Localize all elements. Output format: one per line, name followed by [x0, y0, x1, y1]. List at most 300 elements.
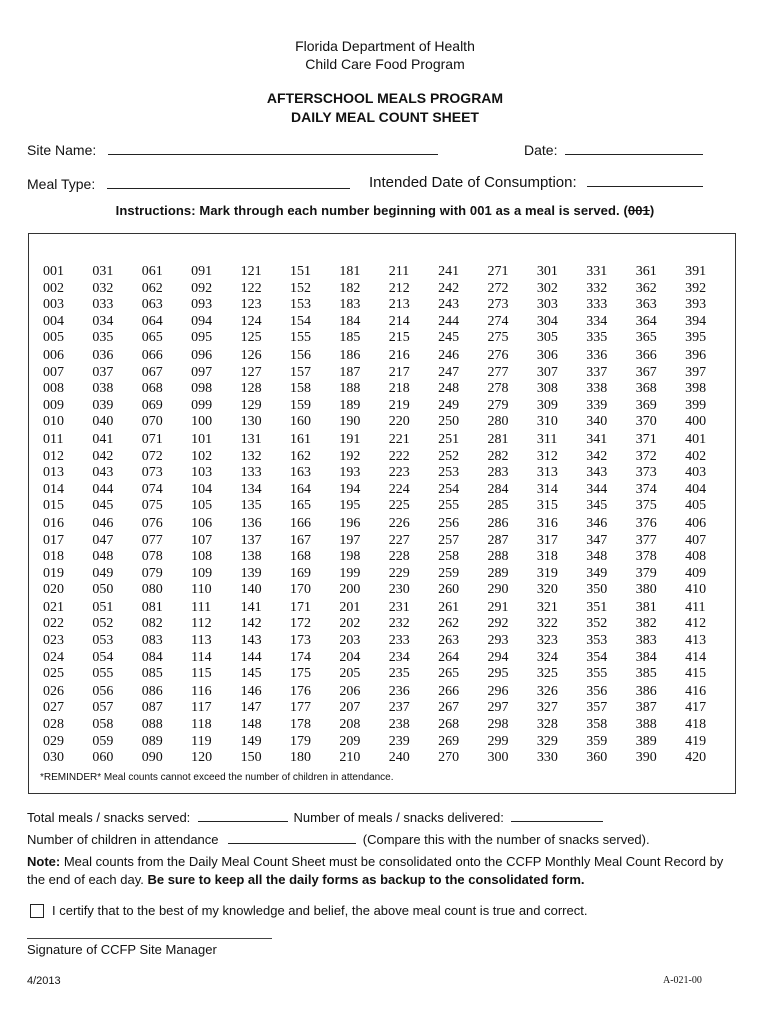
- meal-number[interactable]: 407: [685, 532, 707, 548]
- meal-number[interactable]: 145: [240, 666, 262, 682]
- meal-number[interactable]: 173: [289, 633, 311, 649]
- meal-number[interactable]: 193: [339, 465, 361, 481]
- meal-number[interactable]: 367: [635, 364, 657, 380]
- meal-number[interactable]: 054: [92, 649, 114, 665]
- meal-number[interactable]: 273: [487, 297, 509, 313]
- meal-number[interactable]: 356: [586, 683, 608, 699]
- meal-number[interactable]: 198: [339, 549, 361, 565]
- meal-number[interactable]: 250: [438, 414, 460, 430]
- meal-number[interactable]: 233: [388, 633, 410, 649]
- meal-number[interactable]: 015: [43, 498, 64, 514]
- meal-number[interactable]: 121: [240, 264, 262, 279]
- meal-number[interactable]: 403: [685, 465, 707, 481]
- meal-number[interactable]: 298: [487, 717, 509, 733]
- meal-number[interactable]: 318: [536, 549, 558, 565]
- meal-number[interactable]: 177: [289, 700, 311, 716]
- meal-number[interactable]: 350: [586, 582, 608, 598]
- meal-number[interactable]: 214: [388, 313, 410, 329]
- meal-number[interactable]: 321: [536, 599, 558, 615]
- meal-number[interactable]: 415: [685, 666, 707, 682]
- meal-number[interactable]: 413: [685, 633, 707, 649]
- meal-number[interactable]: 100: [191, 414, 213, 430]
- meal-number[interactable]: 162: [289, 448, 311, 464]
- meal-number[interactable]: 246: [438, 347, 460, 363]
- site-name-input[interactable]: [108, 141, 438, 155]
- meal-number[interactable]: 348: [586, 549, 608, 565]
- meal-number[interactable]: 041: [92, 431, 114, 447]
- meal-number[interactable]: 180: [289, 750, 311, 766]
- meal-number[interactable]: 342: [586, 448, 608, 464]
- meal-number[interactable]: 341: [586, 431, 608, 447]
- delivered-input[interactable]: [511, 808, 603, 822]
- meal-number[interactable]: 099: [191, 397, 213, 413]
- meal-number[interactable]: 218: [388, 381, 410, 397]
- meal-number[interactable]: 176: [289, 683, 311, 699]
- meal-number[interactable]: 351: [586, 599, 608, 615]
- meal-number[interactable]: 281: [487, 431, 509, 447]
- meal-number[interactable]: 146: [240, 683, 262, 699]
- meal-number[interactable]: 391: [685, 264, 707, 279]
- meal-number[interactable]: 393: [685, 297, 707, 313]
- meal-number[interactable]: 097: [191, 364, 213, 380]
- meal-number[interactable]: 139: [240, 565, 262, 581]
- meal-number[interactable]: 264: [438, 649, 460, 665]
- meal-number[interactable]: 065: [141, 330, 163, 346]
- meal-number[interactable]: 288: [487, 549, 509, 565]
- meal-number[interactable]: 039: [92, 397, 114, 413]
- meal-number[interactable]: 051: [92, 599, 114, 615]
- certify-checkbox[interactable]: [30, 904, 44, 918]
- meal-number[interactable]: 098: [191, 381, 213, 397]
- meal-number[interactable]: 279: [487, 397, 509, 413]
- meal-number[interactable]: 258: [438, 549, 460, 565]
- meal-number[interactable]: 386: [635, 683, 657, 699]
- meal-number[interactable]: 005: [43, 330, 64, 346]
- meal-number[interactable]: 186: [339, 347, 361, 363]
- meal-number[interactable]: 113: [191, 633, 212, 649]
- meal-number[interactable]: 340: [586, 414, 608, 430]
- meal-number[interactable]: 314: [536, 481, 558, 497]
- meal-number[interactable]: 280: [487, 414, 509, 430]
- meal-number[interactable]: 052: [92, 616, 114, 632]
- meal-number[interactable]: 194: [339, 481, 361, 497]
- meal-number[interactable]: 255: [438, 498, 460, 514]
- meal-number[interactable]: 394: [685, 313, 707, 329]
- meal-number[interactable]: 380: [635, 582, 657, 598]
- meal-number[interactable]: 142: [240, 616, 262, 632]
- meal-number[interactable]: 385: [635, 666, 657, 682]
- meal-number[interactable]: 359: [586, 733, 608, 749]
- meal-number[interactable]: 082: [141, 616, 163, 632]
- meal-number[interactable]: 300: [487, 750, 509, 766]
- meal-number[interactable]: 168: [289, 549, 311, 565]
- children-input[interactable]: [228, 830, 356, 844]
- meal-number[interactable]: 349: [586, 565, 608, 581]
- meal-number[interactable]: 071: [141, 431, 163, 447]
- meal-number[interactable]: 035: [92, 330, 114, 346]
- meal-number[interactable]: 319: [536, 565, 558, 581]
- meal-number[interactable]: 147: [240, 700, 262, 716]
- meal-number[interactable]: 371: [635, 431, 657, 447]
- meal-number[interactable]: 106: [191, 515, 213, 531]
- meal-number[interactable]: 358: [586, 717, 608, 733]
- meal-number[interactable]: 092: [191, 280, 213, 296]
- meal-number[interactable]: 034: [92, 313, 114, 329]
- meal-number[interactable]: 366: [635, 347, 657, 363]
- meal-number[interactable]: 166: [289, 515, 311, 531]
- meal-number[interactable]: 195: [339, 498, 361, 514]
- meal-number[interactable]: 360: [586, 750, 608, 766]
- meal-number[interactable]: 093: [191, 297, 213, 313]
- meal-number[interactable]: 274: [487, 313, 509, 329]
- meal-number[interactable]: 081: [141, 599, 163, 615]
- meal-number[interactable]: 225: [388, 498, 410, 514]
- meal-number[interactable]: 089: [141, 733, 163, 749]
- meal-number[interactable]: 313: [536, 465, 558, 481]
- meal-number[interactable]: 292: [487, 616, 509, 632]
- meal-number[interactable]: 229: [388, 565, 410, 581]
- meal-number[interactable]: 061: [141, 264, 163, 279]
- meal-number[interactable]: 103: [191, 465, 213, 481]
- meal-number[interactable]: 030: [43, 750, 64, 766]
- meal-number[interactable]: 383: [635, 633, 657, 649]
- meal-number[interactable]: 248: [438, 381, 460, 397]
- meal-number[interactable]: 049: [92, 565, 114, 581]
- meal-number[interactable]: 384: [635, 649, 657, 665]
- meal-number[interactable]: 397: [685, 364, 707, 380]
- meal-number[interactable]: 167: [289, 532, 311, 548]
- meal-number[interactable]: 311: [536, 431, 558, 447]
- meal-number[interactable]: 088: [141, 717, 163, 733]
- meal-number[interactable]: 363: [635, 297, 657, 313]
- meal-number[interactable]: 418: [685, 717, 707, 733]
- meal-number[interactable]: 254: [438, 481, 460, 497]
- meal-number[interactable]: 202: [339, 616, 361, 632]
- meal-number[interactable]: 179: [289, 733, 311, 749]
- meal-number[interactable]: 317: [536, 532, 558, 548]
- meal-number[interactable]: 085: [141, 666, 163, 682]
- meal-number[interactable]: 303: [536, 297, 558, 313]
- meal-number[interactable]: 055: [92, 666, 114, 682]
- meal-number[interactable]: 031: [92, 264, 114, 279]
- meal-number[interactable]: 148: [240, 717, 262, 733]
- meal-number[interactable]: 067: [141, 364, 163, 380]
- meal-number[interactable]: 260: [438, 582, 460, 598]
- meal-number[interactable]: 245: [438, 330, 460, 346]
- meal-number[interactable]: 216: [388, 347, 410, 363]
- meal-number[interactable]: 324: [536, 649, 558, 665]
- meal-number[interactable]: 247: [438, 364, 460, 380]
- meal-number[interactable]: 033: [92, 297, 114, 313]
- meal-number[interactable]: 368: [635, 381, 657, 397]
- meal-number[interactable]: 153: [289, 297, 311, 313]
- meal-number[interactable]: 239: [388, 733, 410, 749]
- meal-number[interactable]: 143: [240, 633, 262, 649]
- meal-number[interactable]: 074: [141, 481, 163, 497]
- meal-number[interactable]: 204: [339, 649, 361, 665]
- meal-number[interactable]: 189: [339, 397, 361, 413]
- meal-number[interactable]: 297: [487, 700, 509, 716]
- meal-number[interactable]: 021: [43, 599, 64, 615]
- meal-number[interactable]: 007: [43, 364, 64, 380]
- meal-number[interactable]: 006: [43, 347, 64, 363]
- meal-number[interactable]: 029: [43, 733, 64, 749]
- meal-number[interactable]: 135: [240, 498, 262, 514]
- meal-number[interactable]: 331: [586, 264, 608, 279]
- meal-number[interactable]: 024: [43, 649, 64, 665]
- meal-number[interactable]: 050: [92, 582, 114, 598]
- meal-number[interactable]: 154: [289, 313, 311, 329]
- meal-number[interactable]: 001: [43, 264, 64, 279]
- meal-number[interactable]: 107: [191, 532, 213, 548]
- meal-number[interactable]: 203: [339, 633, 361, 649]
- meal-number[interactable]: 205: [339, 666, 361, 682]
- meal-number[interactable]: 353: [586, 633, 608, 649]
- meal-number[interactable]: 271: [487, 264, 509, 279]
- meal-number[interactable]: 075: [141, 498, 163, 514]
- meal-number[interactable]: 305: [536, 330, 558, 346]
- meal-number[interactable]: 419: [685, 733, 707, 749]
- meal-number[interactable]: 064: [141, 313, 163, 329]
- meal-number[interactable]: 002: [43, 280, 64, 296]
- meal-number[interactable]: 036: [92, 347, 114, 363]
- meal-number[interactable]: 047: [92, 532, 114, 548]
- meal-number[interactable]: 344: [586, 481, 608, 497]
- meal-number[interactable]: 063: [141, 297, 163, 313]
- meal-number[interactable]: 187: [339, 364, 361, 380]
- meal-number[interactable]: 013: [43, 465, 64, 481]
- meal-number[interactable]: 108: [191, 549, 213, 565]
- meal-number[interactable]: 090: [141, 750, 163, 766]
- meal-number[interactable]: 400: [685, 414, 707, 430]
- meal-number[interactable]: 196: [339, 515, 361, 531]
- meal-number[interactable]: 087: [141, 700, 163, 716]
- meal-number[interactable]: 095: [191, 330, 213, 346]
- meal-number[interactable]: 010: [43, 414, 64, 430]
- meal-number[interactable]: 404: [685, 481, 707, 497]
- meal-number[interactable]: 116: [191, 683, 212, 699]
- meal-number[interactable]: 334: [586, 313, 608, 329]
- meal-number[interactable]: 231: [388, 599, 410, 615]
- meal-number[interactable]: 131: [240, 431, 262, 447]
- meal-number[interactable]: 058: [92, 717, 114, 733]
- meal-number[interactable]: 263: [438, 633, 460, 649]
- meal-number[interactable]: 408: [685, 549, 707, 565]
- meal-number[interactable]: 355: [586, 666, 608, 682]
- meal-number[interactable]: 315: [536, 498, 558, 514]
- meal-number[interactable]: 253: [438, 465, 460, 481]
- meal-number[interactable]: 038: [92, 381, 114, 397]
- meal-number[interactable]: 365: [635, 330, 657, 346]
- meal-number[interactable]: 094: [191, 313, 213, 329]
- meal-number[interactable]: 240: [388, 750, 410, 766]
- meal-number[interactable]: 395: [685, 330, 707, 346]
- meal-number[interactable]: 048: [92, 549, 114, 565]
- meal-number[interactable]: 126: [240, 347, 262, 363]
- meal-number[interactable]: 392: [685, 280, 707, 296]
- meal-number[interactable]: 069: [141, 397, 163, 413]
- meal-number[interactable]: 283: [487, 465, 509, 481]
- meal-number[interactable]: 190: [339, 414, 361, 430]
- meal-number[interactable]: 291: [487, 599, 509, 615]
- meal-number[interactable]: 083: [141, 633, 163, 649]
- meal-number[interactable]: 312: [536, 448, 558, 464]
- meal-number[interactable]: 175: [289, 666, 311, 682]
- meal-number[interactable]: 301: [536, 264, 558, 279]
- meal-number[interactable]: 234: [388, 649, 410, 665]
- meal-number[interactable]: 045: [92, 498, 114, 514]
- meal-number[interactable]: 199: [339, 565, 361, 581]
- meal-number[interactable]: 020: [43, 582, 64, 598]
- meal-number[interactable]: 374: [635, 481, 657, 497]
- meal-number[interactable]: 163: [289, 465, 311, 481]
- meal-number[interactable]: 011: [43, 431, 64, 447]
- meal-number[interactable]: 387: [635, 700, 657, 716]
- meal-number[interactable]: 070: [141, 414, 163, 430]
- meal-number[interactable]: 213: [388, 297, 410, 313]
- meal-number[interactable]: 105: [191, 498, 213, 514]
- meal-number[interactable]: 306: [536, 347, 558, 363]
- meal-number[interactable]: 120: [191, 750, 213, 766]
- meal-number[interactable]: 406: [685, 515, 707, 531]
- meal-number[interactable]: 242: [438, 280, 460, 296]
- meal-number[interactable]: 210: [339, 750, 361, 766]
- meal-number[interactable]: 026: [43, 683, 64, 699]
- meal-number[interactable]: 402: [685, 448, 707, 464]
- meal-number[interactable]: 388: [635, 717, 657, 733]
- meal-number[interactable]: 376: [635, 515, 657, 531]
- meal-number[interactable]: 316: [536, 515, 558, 531]
- total-served-input[interactable]: [198, 808, 288, 822]
- meal-number[interactable]: 133: [240, 465, 262, 481]
- meal-number[interactable]: 330: [536, 750, 558, 766]
- meal-number[interactable]: 068: [141, 381, 163, 397]
- meal-number[interactable]: 357: [586, 700, 608, 716]
- meal-number[interactable]: 295: [487, 666, 509, 682]
- meal-number[interactable]: 377: [635, 532, 657, 548]
- meal-number[interactable]: 158: [289, 381, 311, 397]
- meal-number[interactable]: 140: [240, 582, 262, 598]
- meal-number[interactable]: 284: [487, 481, 509, 497]
- meal-number[interactable]: 222: [388, 448, 410, 464]
- meal-number[interactable]: 252: [438, 448, 460, 464]
- meal-number[interactable]: 144: [240, 649, 262, 665]
- meal-number[interactable]: 249: [438, 397, 460, 413]
- meal-number[interactable]: 159: [289, 397, 311, 413]
- meal-number[interactable]: 115: [191, 666, 212, 682]
- meal-number[interactable]: 102: [191, 448, 213, 464]
- meal-number[interactable]: 016: [43, 515, 64, 531]
- meal-number[interactable]: 401: [685, 431, 707, 447]
- meal-number[interactable]: 307: [536, 364, 558, 380]
- meal-number[interactable]: 027: [43, 700, 64, 716]
- meal-number[interactable]: 268: [438, 717, 460, 733]
- meal-number[interactable]: 018: [43, 549, 64, 565]
- meal-number[interactable]: 338: [586, 381, 608, 397]
- meal-number[interactable]: 244: [438, 313, 460, 329]
- meal-number[interactable]: 398: [685, 381, 707, 397]
- meal-number[interactable]: 396: [685, 347, 707, 363]
- meal-number[interactable]: 150: [240, 750, 262, 766]
- meal-number[interactable]: 265: [438, 666, 460, 682]
- meal-number[interactable]: 282: [487, 448, 509, 464]
- meal-number[interactable]: 110: [191, 582, 212, 598]
- meal-number[interactable]: 361: [635, 264, 657, 279]
- meal-number[interactable]: 208: [339, 717, 361, 733]
- meal-number[interactable]: 237: [388, 700, 410, 716]
- meal-number[interactable]: 227: [388, 532, 410, 548]
- meal-number[interactable]: 372: [635, 448, 657, 464]
- meal-number[interactable]: 287: [487, 532, 509, 548]
- meal-number[interactable]: 416: [685, 683, 707, 699]
- meal-number[interactable]: 201: [339, 599, 361, 615]
- meal-number[interactable]: 224: [388, 481, 410, 497]
- meal-number[interactable]: 124: [240, 313, 262, 329]
- meal-number[interactable]: 277: [487, 364, 509, 380]
- meal-number[interactable]: 206: [339, 683, 361, 699]
- meal-number[interactable]: 289: [487, 565, 509, 581]
- meal-number[interactable]: 296: [487, 683, 509, 699]
- meal-number[interactable]: 261: [438, 599, 460, 615]
- meal-number[interactable]: 327: [536, 700, 558, 716]
- meal-number[interactable]: 336: [586, 347, 608, 363]
- meal-number[interactable]: 414: [685, 649, 707, 665]
- meal-number[interactable]: 004: [43, 313, 64, 329]
- meal-number[interactable]: 152: [289, 280, 311, 296]
- meal-number[interactable]: 053: [92, 633, 114, 649]
- meal-number[interactable]: 062: [141, 280, 163, 296]
- meal-number[interactable]: 149: [240, 733, 262, 749]
- meal-number[interactable]: 409: [685, 565, 707, 581]
- meal-number[interactable]: 320: [536, 582, 558, 598]
- meal-number[interactable]: 352: [586, 616, 608, 632]
- meal-number[interactable]: 364: [635, 313, 657, 329]
- meal-number[interactable]: 278: [487, 381, 509, 397]
- meal-number[interactable]: 012: [43, 448, 64, 464]
- meal-number[interactable]: 236: [388, 683, 410, 699]
- meal-type-input[interactable]: [107, 175, 350, 189]
- meal-number[interactable]: 119: [191, 733, 212, 749]
- meal-number[interactable]: 170: [289, 582, 311, 598]
- consumption-date-input[interactable]: [587, 173, 703, 187]
- meal-number[interactable]: 262: [438, 616, 460, 632]
- meal-number[interactable]: 046: [92, 515, 114, 531]
- meal-number[interactable]: 286: [487, 515, 509, 531]
- meal-number[interactable]: 241: [438, 264, 460, 279]
- meal-number[interactable]: 112: [191, 616, 212, 632]
- meal-number[interactable]: 009: [43, 397, 64, 413]
- meal-number[interactable]: 178: [289, 717, 311, 733]
- meal-number[interactable]: 025: [43, 666, 64, 682]
- meal-number[interactable]: 185: [339, 330, 361, 346]
- meal-number[interactable]: 345: [586, 498, 608, 514]
- meal-number[interactable]: 060: [92, 750, 114, 766]
- meal-number[interactable]: 266: [438, 683, 460, 699]
- meal-number[interactable]: 161: [289, 431, 311, 447]
- meal-number[interactable]: 267: [438, 700, 460, 716]
- meal-number[interactable]: 285: [487, 498, 509, 514]
- meal-number[interactable]: 023: [43, 633, 64, 649]
- meal-number[interactable]: 332: [586, 280, 608, 296]
- meal-number[interactable]: 156: [289, 347, 311, 363]
- date-input[interactable]: [565, 141, 703, 155]
- meal-number[interactable]: 220: [388, 414, 410, 430]
- meal-number[interactable]: 128: [240, 381, 262, 397]
- meal-number[interactable]: 378: [635, 549, 657, 565]
- meal-number[interactable]: 322: [536, 616, 558, 632]
- meal-number[interactable]: 346: [586, 515, 608, 531]
- meal-number[interactable]: 028: [43, 717, 64, 733]
